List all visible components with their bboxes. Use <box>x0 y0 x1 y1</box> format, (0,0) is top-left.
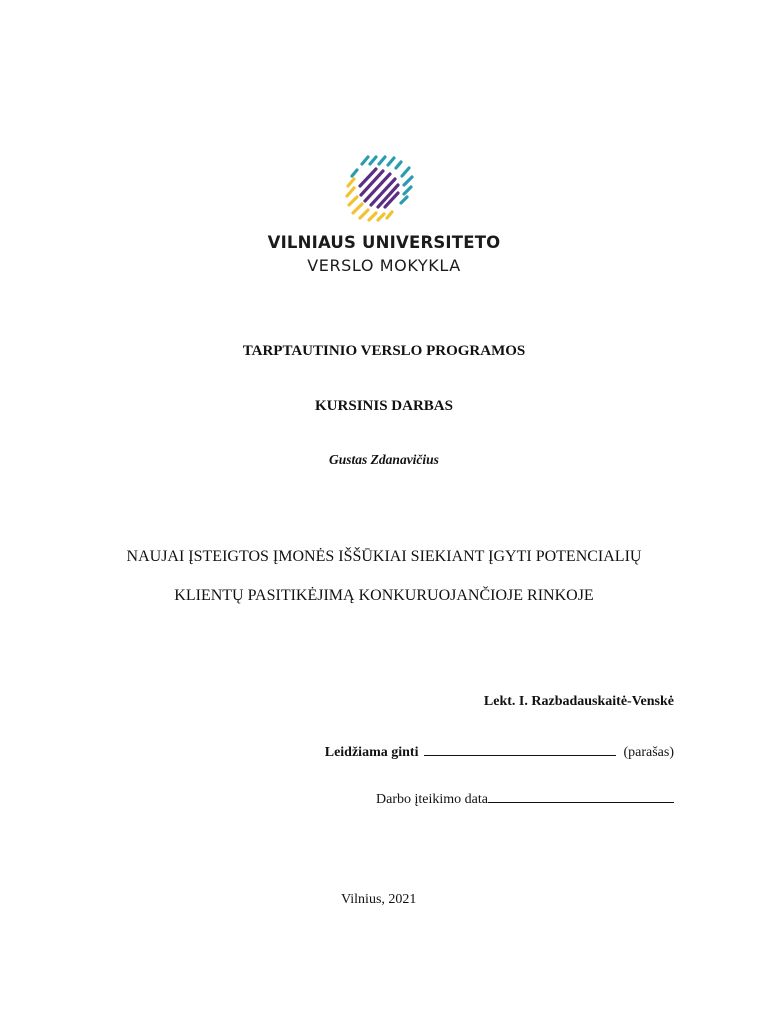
place-year: Vilnius, 2021 <box>341 892 417 907</box>
submission-date <box>376 790 674 808</box>
signature-line <box>424 743 616 756</box>
faculty-name: VERSLO MOKYKLA <box>307 256 461 275</box>
permission-label: Leidžiama ginti <box>324 745 419 760</box>
work-type: KURSINIS DARBAS <box>315 398 453 414</box>
university-name: VILNIAUS UNIVERSITETO <box>267 233 501 252</box>
submission-label: Darbo įteikimo data <box>376 792 488 807</box>
signature-note: (parašas) <box>623 745 674 760</box>
defense-permission <box>325 743 674 761</box>
thesis-title-line-2: KLIENTŲ PASITIKĖJIMĄ KONKURUOJANČIOJE RINKOJE <box>174 587 594 604</box>
program-name: TARPTAUTINIO VERSLO PROGRAMOS <box>242 343 526 359</box>
author-name: Gustas Zdanavičius <box>329 452 439 467</box>
date-line <box>488 790 674 803</box>
thesis-title-line-1: NAUJAI ĮSTEIGTOS ĮMONĖS IŠŠŪKIAI SIEKIANT ĮGYTI POTENCIALIŲ <box>126 548 642 565</box>
supervisor: Lekt. I. Razbadauskaitė-Venskė <box>483 694 674 709</box>
university-logo <box>338 152 420 224</box>
